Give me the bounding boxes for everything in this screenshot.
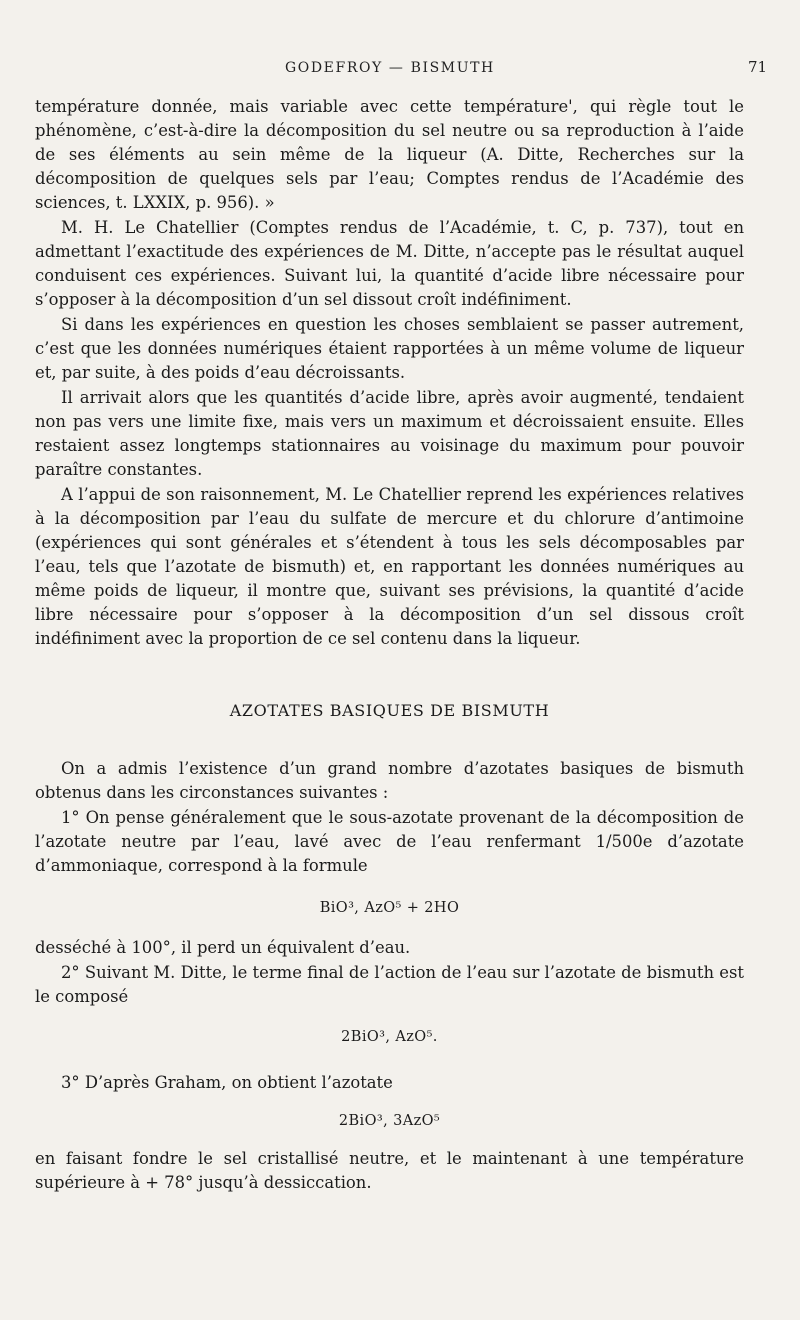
paragraph-8: desséché à 100°, il perd un équivalent d’eau. — [35, 938, 411, 958]
body-text — [35, 95, 744, 1196]
formula-3: 2BiO³, 3AzO⁵ — [338, 1113, 441, 1130]
paragraph-6: On a admis l’existence d’un grand nombre d’azotates basiques de bismuth obtenus dans les circonstances suivantes : — [35, 759, 744, 803]
paragraph-2: M. H. Le Chatellier (Comptes rendus de l’Académie, t. C, p. 737), tout en admettant l’exactitude des expériences de M. Ditte, n’accepte pas le résultat auquel conduisent ces expériences. Suivant lui, la quantité d’acide libre nécessaire pour s’opposer à la décomposition d’un sel dissout croît indéfiniment. — [35, 217, 744, 310]
page-number: 71 — [748, 58, 768, 76]
paragraph-7: 1° On pense généralement que le sous-azotate provenant de la décomposition de l’azotate neutre par l’eau, lavé avec de l’eau renfermant 1/500e d’azotate d’ammoniaque, correspond à la formule — [35, 807, 744, 876]
paragraph-9: 2° Suivant M. Ditte, le terme final de l’action de l’eau sur l’azotate de bismuth est le composé — [35, 962, 744, 1006]
page-header — [0, 60, 800, 84]
formula-1: BiO³, AzO⁵ + 2HO — [319, 900, 460, 917]
formula-2: 2BiO³, AzO⁵. — [341, 1029, 438, 1046]
paragraph-3: Si dans les expériences en question les choses semblaient se passer autrement, c’est que les données numériques étaient rapportées à un même volume de liqueur et, par suite, à des poids d’eau décroissants. — [35, 314, 744, 383]
paragraph-4: Il arrivait alors que les quantités d’acide libre, après avoir augmenté, tendaient non pas vers une limite fixe, mais vers un maximum et décroissaient ensuite. Elles restaient assez longtemps stationnaires au voisinage du maximum pour pouvoir paraître constantes. — [35, 387, 744, 479]
running-title: GODEFROY — BISMUTH — [285, 60, 495, 76]
paragraph-11: en faisant fondre le sel cristallisé neutre, et le maintenant à une température supérieure à + 78° jusqu’à dessiccation. — [35, 1149, 744, 1193]
paragraph-1: température donnée, mais variable avec cette température', qui règle tout le phénomène, c’est-à-dire la décomposition du sel neutre ou sa reproduction à l’aide de ses éléments au sein même de la liqueur (A. Ditte, Recherches sur la décomposition de quelques sels par l’eau; Comptes rendus de l’Académie des sciences, t. LXXIX, p. 956). » — [35, 97, 744, 213]
paragraph-5: A l’appui de son raisonnement, M. Le Chatellier reprend les expériences relatives à la décomposition par l’eau du sulfate de mercure et du chlorure d’antimoine (expériences qui sont générales et s’étendent à tous les sels décomposables par l’eau, tels que l’azotate de bismuth) et, en rapportant les données numériques au même poids de liqueur, il montre que, suivant ses prévisions, la quantité d’acide libre nécessaire pour s’opposer à la décomposition d’un sel dissous croît indéfiniment avec la proportion de ce sel contenu dans la liqueur. — [35, 484, 744, 649]
paragraph-10: 3° D’après Graham, on obtient l’azotate — [61, 1073, 393, 1093]
section-title: AZOTATES BASIQUES DE BISMUTH — [229, 701, 550, 721]
